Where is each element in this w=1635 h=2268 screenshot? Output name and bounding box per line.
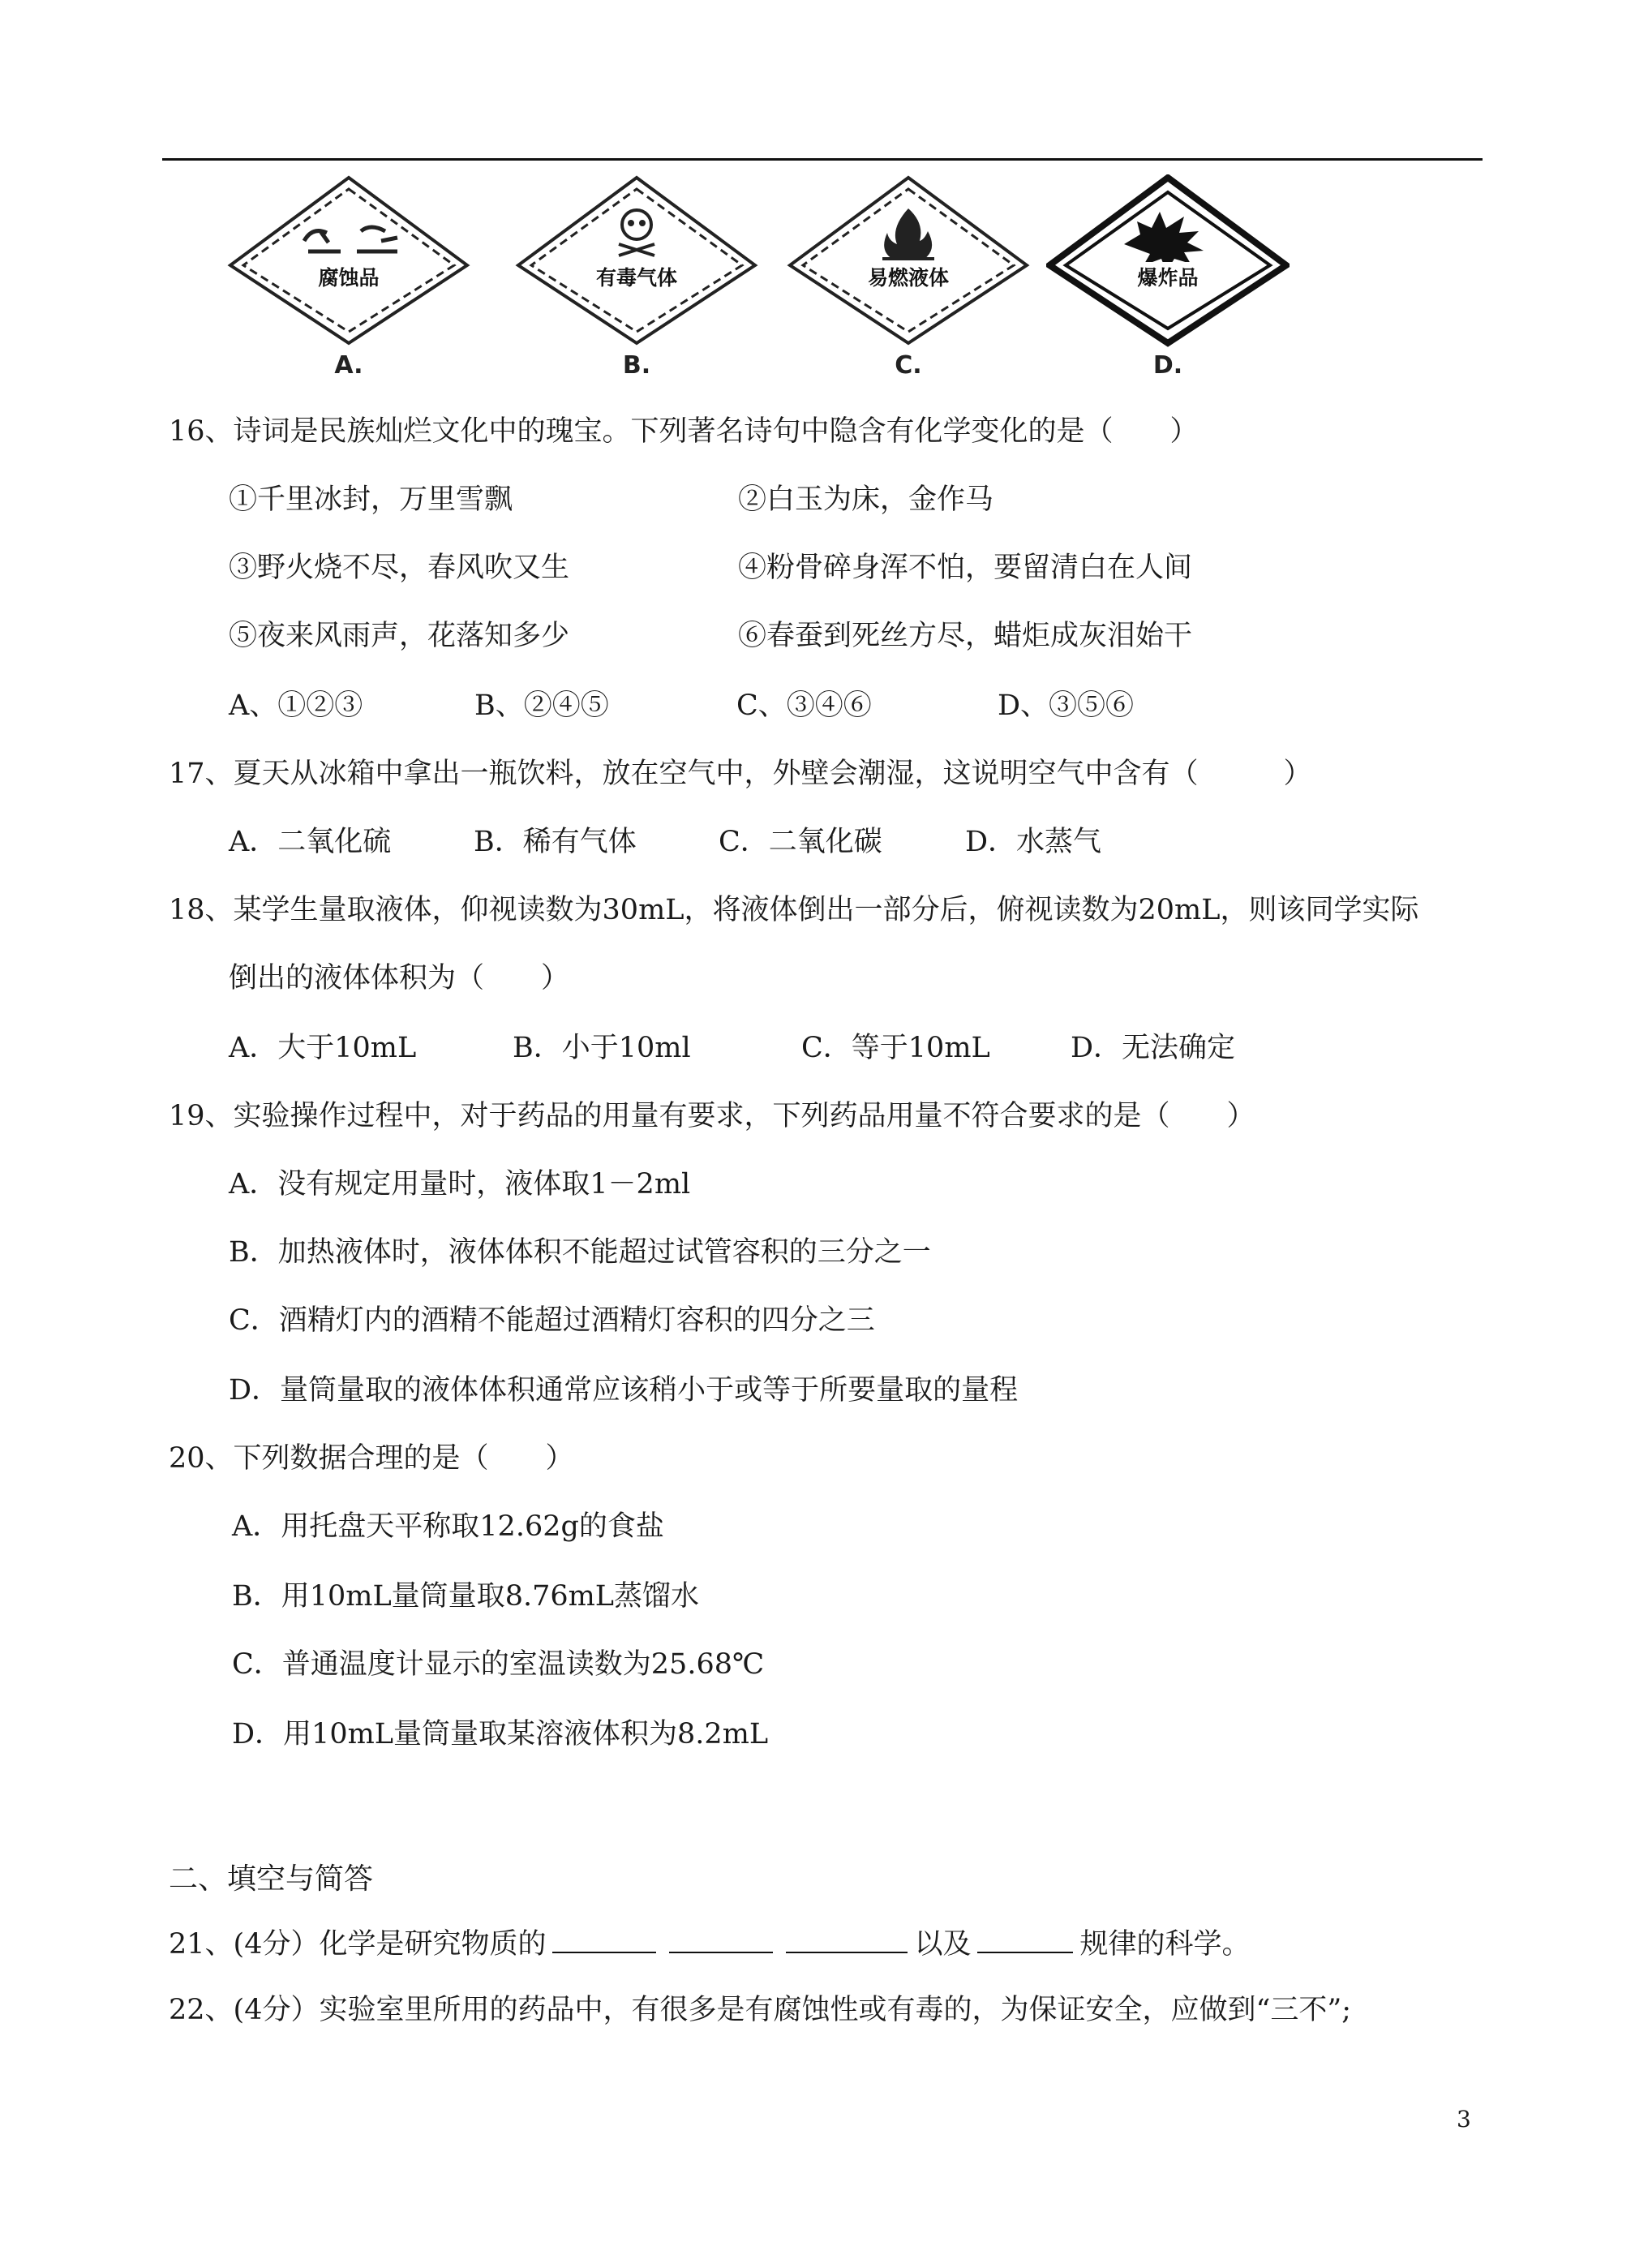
q19-stem: 19、实验操作过程中，对于药品的用量有要求，下列药品用量不符合要求的是（ ） [169, 1100, 1255, 1132]
answer-blank[interactable] [786, 1924, 908, 1953]
q16-option-b: B、②④⑤ [474, 689, 609, 722]
q17-option-a: A．二氧化硫 [229, 826, 392, 858]
q17-option-b: B．稀有气体 [474, 826, 637, 858]
q16-stem: 16、诗词是民族灿烂文化中的瑰宝。下列著名诗句中隐含有化学变化的是（ ） [169, 415, 1199, 448]
sign-label: 有毒气体 [595, 266, 677, 290]
answer-blank[interactable] [552, 1924, 656, 1953]
q21-mid: 以及 [914, 1928, 972, 1961]
q16-poem-6: ⑥春蚕到死丝方尽，蜡炬成灰泪始干 [738, 620, 1193, 652]
q16-option-d: D、③⑤⑥ [998, 689, 1135, 722]
page-number: 3 [1457, 2106, 1471, 2133]
q19-option-a: A．没有规定用量时，液体取1－2ml [229, 1168, 691, 1201]
hazard-sign-a [227, 174, 470, 385]
q19-option-b: B．加热液体时，液体体积不能超过试管容积的三分之一 [229, 1236, 931, 1269]
hazard-sign-b [515, 174, 758, 385]
q20-option-b: B．用10mL量筒量取8.76mL蒸馏水 [232, 1580, 700, 1613]
q16-poem-3: ③野火烧不尽，春风吹又生 [229, 552, 570, 584]
sign-label: 腐蚀品 [318, 266, 380, 290]
option-letter: C. [895, 351, 922, 380]
sign-label: 易燃液体 [867, 266, 949, 290]
q16-poem-2: ②白玉为床，金作马 [738, 483, 994, 516]
q16-option-a: A、①②③ [229, 689, 363, 722]
q18-stem-line2: 倒出的液体体积为（ ） [229, 962, 570, 994]
q20-stem: 20、下列数据合理的是（ ） [169, 1442, 574, 1475]
section-heading: 二、填空与简答 [169, 1862, 374, 1896]
q21-prefix: 21、(4分）化学是研究物质的 [169, 1928, 547, 1961]
q21-suffix: 规律的科学。 [1079, 1928, 1251, 1961]
q17-stem: 17、夏天从冰箱中拿出一瓶饮料，放在空气中，外壁会潮湿，这说明空气中含有（ ） [169, 758, 1312, 790]
q20-option-a: A．用托盘天平称取12.62g的食盐 [232, 1510, 664, 1543]
q19-option-c: C．酒精灯内的酒精不能超过酒精灯容积的四分之三 [229, 1304, 875, 1337]
q18-option-c: C．等于10mL [801, 1032, 990, 1064]
q18-option-b: B．小于10ml [513, 1032, 691, 1064]
q21-line [169, 1924, 1251, 1962]
header-rule [162, 158, 1483, 161]
answer-blank[interactable] [977, 1924, 1073, 1953]
hazard-sign-d [1046, 174, 1290, 385]
q17-option-d: D．水蒸气 [965, 826, 1102, 858]
q18-option-a: A．大于10mL [229, 1032, 417, 1064]
q18-option-d: D．无法确定 [1071, 1032, 1236, 1064]
q20-option-d: D．用10mL量筒量取某溶液体积为8.2mL [232, 1718, 769, 1750]
hazard-sign-c [787, 174, 1030, 385]
q19-option-d: D．量筒量取的液体体积通常应该稍小于或等于所要量取的量程 [229, 1374, 1019, 1407]
q16-poem-5: ⑤夜来风雨声，花落知多少 [229, 620, 570, 652]
q20-option-c: C．普通温度计显示的室温读数为25.68℃ [232, 1648, 765, 1681]
q16-option-c: C、③④⑥ [736, 689, 872, 722]
q16-poem-4: ④粉骨碎身浑不怕，要留清白在人间 [738, 552, 1193, 584]
q18-stem-line1: 18、某学生量取液体，仰视读数为30mL，将液体倒出一部分后，俯视读数为20mL，则该同学实际 [169, 894, 1419, 926]
hazard-signs [227, 174, 1298, 385]
sign-label: 爆炸品 [1119, 262, 1217, 294]
q22-stem: 22、(4分）实验室里所用的药品中，有很多是有腐蚀性或有毒的，为保证安全，应做到“三不”; [169, 1994, 1352, 2026]
q16-poem-1: ①千里冰封，万里雪飘 [229, 483, 513, 516]
answer-blank[interactable] [669, 1924, 773, 1953]
q17-option-c: C．二氧化碳 [719, 826, 882, 858]
option-letter: A. [334, 351, 363, 380]
option-letter: D. [1152, 351, 1183, 380]
option-letter: B. [622, 351, 651, 380]
